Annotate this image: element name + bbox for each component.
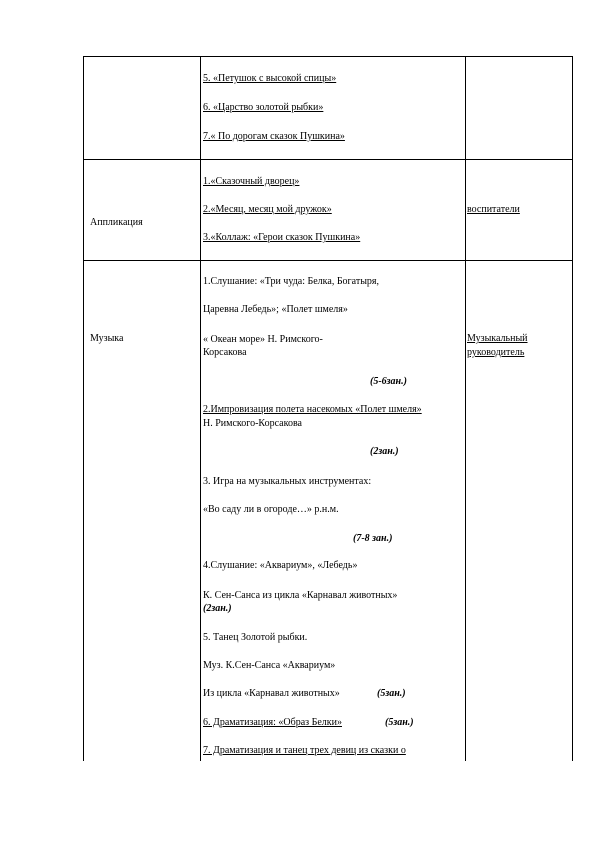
- music-line: 3. Игра на музыкальных инструментах:: [203, 476, 372, 487]
- music-line: 5. Танец Золотой рыбки.: [203, 632, 308, 643]
- music-line: Царевна Лебедь»; «Полет шмеля»: [203, 304, 348, 315]
- music-line: Н. Римского-Корсакова: [203, 418, 302, 429]
- music-line: 7. Драматизация и танец трех девиц из сказки о: [203, 745, 406, 756]
- responsible-label: руководитель: [467, 347, 525, 358]
- music-line: Корсакова: [203, 347, 247, 358]
- lesson-count: (5зан.): [385, 717, 414, 728]
- list-item: 2.«Месяц, месяц мой дружок»: [203, 204, 332, 215]
- table-border-top: [83, 56, 572, 57]
- list-item: 5. «Петушок с высокой спицы»: [203, 73, 337, 84]
- table-border-right: [572, 56, 573, 761]
- lesson-count: (7-8 зан.): [353, 533, 393, 544]
- list-item: 7.« По дорогам сказок Пушкина»: [203, 131, 345, 142]
- lesson-count: (2зан.): [370, 446, 399, 457]
- subject-label: Музыка: [90, 333, 124, 344]
- responsible-label: Музыкальный: [467, 333, 528, 344]
- music-line: 1.Слушание: «Три чуда: Белка, Богатыря,: [203, 276, 380, 287]
- row-divider: [83, 159, 572, 160]
- music-line: Муз. К.Сен-Санса «Аквариум»: [203, 660, 336, 671]
- list-item: 1.«Сказочный дворец»: [203, 176, 300, 187]
- row-divider: [83, 260, 572, 261]
- music-line: « Океан море» Н. Римского-: [203, 334, 323, 345]
- lesson-count: (5зан.): [377, 688, 406, 699]
- lesson-count: (2зан.): [203, 603, 232, 614]
- music-line: К. Сен-Санса из цикла «Карнавал животных»: [203, 590, 398, 601]
- music-line: Из цикла «Карнавал животных»: [203, 688, 340, 699]
- music-line: 4.Слушание: «Аквариум», «Лебедь»: [203, 560, 358, 571]
- lesson-count: (5-6зан.): [370, 376, 407, 387]
- responsible-label: воспитатели: [467, 204, 520, 215]
- subject-label: Аппликация: [90, 217, 143, 228]
- music-line: «Во саду ли в огороде…» р.н.м.: [203, 504, 339, 515]
- table-border-left: [83, 56, 84, 761]
- music-line: 2.Импровизация полета насекомых «Полет шмеля»: [203, 404, 422, 415]
- column-divider: [200, 56, 201, 761]
- list-item: 3.«Коллаж: «Герои сказок Пушкина»: [203, 232, 361, 243]
- list-item: 6. «Царство золотой рыбки»: [203, 102, 324, 113]
- music-line: 6. Драматизация: «Образ Белки»: [203, 717, 342, 728]
- column-divider: [465, 56, 466, 761]
